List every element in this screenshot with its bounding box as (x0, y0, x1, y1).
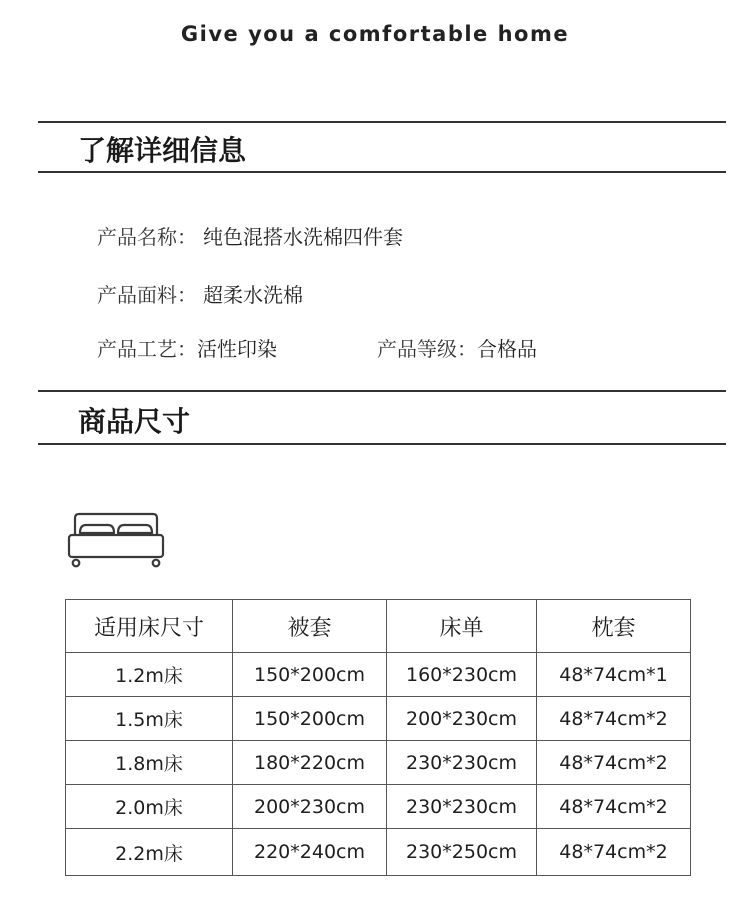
column-header-pillowcase: 枕套 (537, 600, 691, 653)
cell-bed-sheet: 230*230cm (387, 785, 537, 829)
tagline: Give you a comfortable home (180, 22, 570, 46)
info-row-fabric (97, 279, 303, 308)
table-row (66, 741, 691, 785)
info-row-name (97, 221, 403, 250)
cell-pillowcase: 48*74cm*2 (537, 697, 691, 741)
section-header-details (38, 121, 726, 173)
cell-pillowcase: 48*74cm*1 (537, 653, 691, 697)
info-value-name: 纯色混搭水洗棉四件套 (203, 225, 403, 249)
section-title-size: 商品尺寸 (78, 405, 191, 438)
table-row (66, 653, 691, 697)
cell-bed-sheet: 160*230cm (387, 653, 537, 697)
table-row (66, 785, 691, 829)
info-value-craft: 活性印染 (197, 337, 277, 361)
table-row (66, 829, 691, 876)
column-header-bed-size: 适用床尺寸 (66, 600, 233, 653)
section-title-details: 了解详细信息 (78, 134, 247, 167)
cell-bed-sheet: 200*230cm (387, 697, 537, 741)
cell-bed-size: 2.0m床 (66, 785, 233, 829)
cell-bed-size: 1.2m床 (66, 653, 233, 697)
info-label-craft: 产品工艺： (97, 337, 197, 361)
column-header-bed-sheet: 床单 (387, 600, 537, 653)
cell-duvet-cover: 150*200cm (233, 653, 387, 697)
cell-pillowcase: 48*74cm*2 (537, 741, 691, 785)
cell-pillowcase: 48*74cm*2 (537, 829, 691, 876)
column-header-duvet-cover: 被套 (233, 600, 387, 653)
info-value-fabric: 超柔水洗棉 (203, 283, 303, 307)
cell-bed-sheet: 230*250cm (387, 829, 537, 876)
info-label-grade: 产品等级： (377, 337, 477, 361)
info-value-grade: 合格品 (477, 337, 537, 361)
cell-duvet-cover: 200*230cm (233, 785, 387, 829)
table-header-row (66, 600, 691, 653)
cell-bed-size: 2.2m床 (66, 829, 233, 876)
cell-duvet-cover: 180*220cm (233, 741, 387, 785)
table-row (66, 697, 691, 741)
cell-bed-sheet: 230*230cm (387, 741, 537, 785)
cell-bed-size: 1.8m床 (66, 741, 233, 785)
info-row-grade (377, 333, 537, 362)
bed-icon (67, 511, 165, 569)
section-header-size (38, 390, 726, 445)
size-table (65, 599, 691, 876)
info-label-name: 产品名称： (97, 225, 197, 249)
cell-duvet-cover: 220*240cm (233, 829, 387, 876)
cell-pillowcase: 48*74cm*2 (537, 785, 691, 829)
info-row-craft (97, 333, 277, 362)
cell-duvet-cover: 150*200cm (233, 697, 387, 741)
cell-bed-size: 1.5m床 (66, 697, 233, 741)
info-label-fabric: 产品面料： (97, 283, 197, 307)
